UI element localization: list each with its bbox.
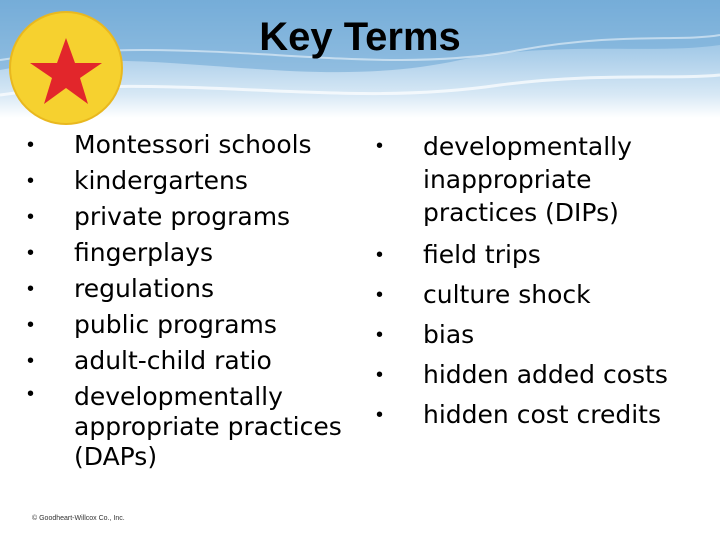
list-item: • hidden added costs [376,355,706,395]
list-item: • culture shock [376,275,706,315]
star-icon [8,10,128,130]
list-item: • field trips [376,235,706,275]
list-item: • adult-child ratio [27,343,347,379]
list-item: • Montessori schools [27,127,347,163]
list-item: • hidden cost credits [376,395,706,435]
slide-title: Key Terms [259,15,461,59]
list-item: • developmentally inappropriate practices (DIPs) [376,130,706,229]
right-term-list [376,130,706,435]
left-term-list [27,127,347,472]
list-item: • kindergartens [27,163,347,199]
list-item: • public programs [27,307,347,343]
copyright-notice: © Goodheart-Willcox Co., Inc. [32,515,125,522]
list-item: • regulations [27,271,347,307]
list-item: • bias [376,315,706,355]
list-item: • fingerplays [27,235,347,271]
list-item: • developmentally appropriate practices (DAPs) [27,379,347,472]
list-item: • private programs [27,199,347,235]
